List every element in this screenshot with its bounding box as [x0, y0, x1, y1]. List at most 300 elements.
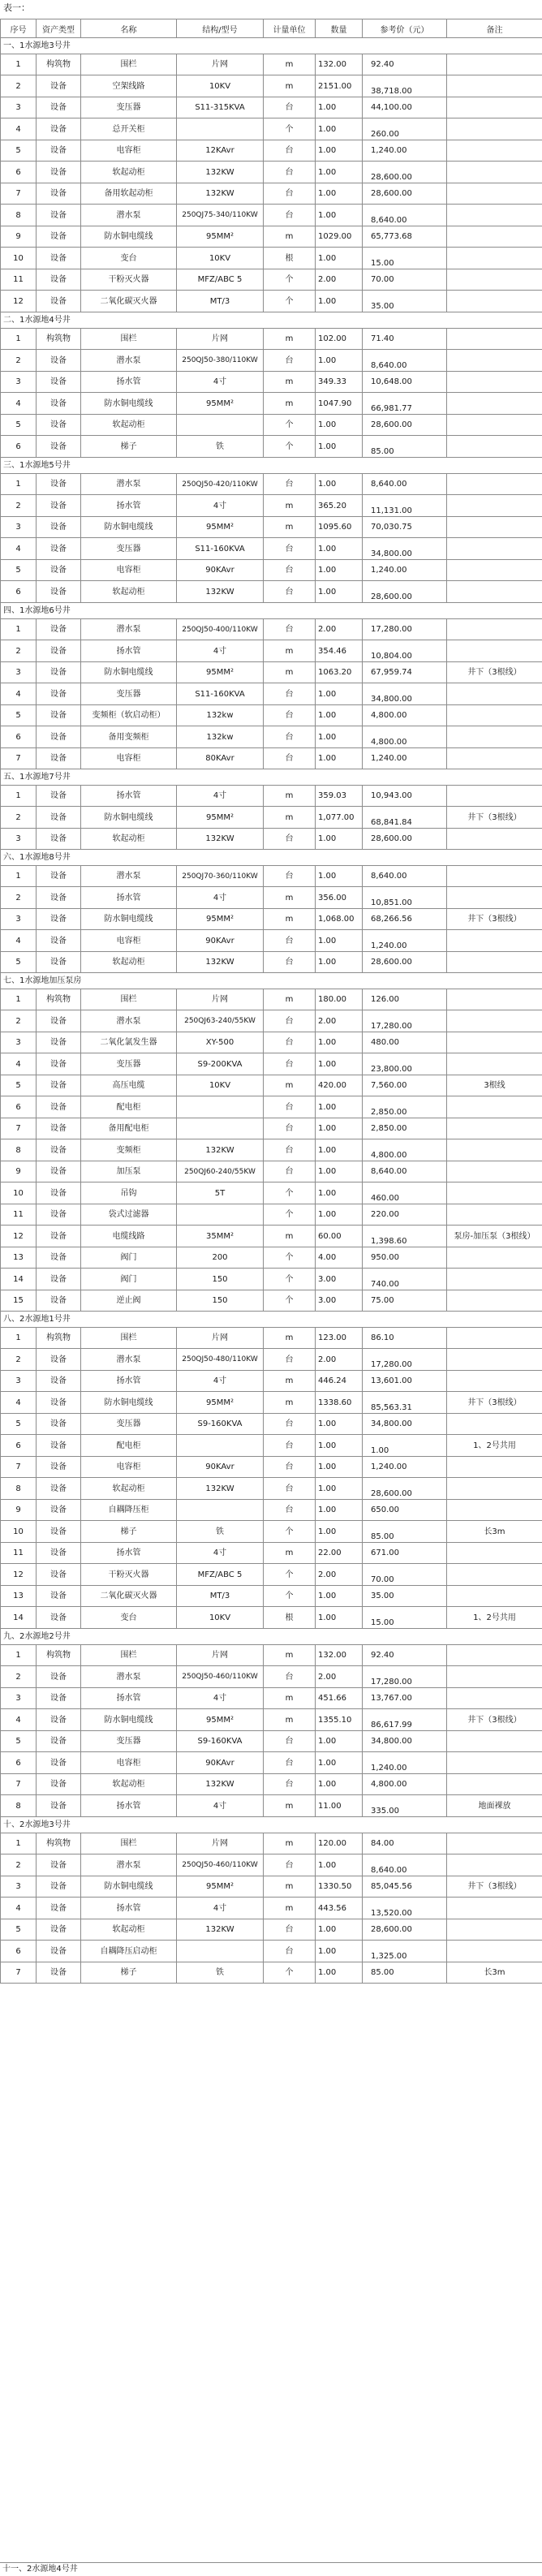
row-quantity: 1.00: [316, 1204, 363, 1226]
row-asset-type: 设备: [37, 97, 81, 118]
row-asset-type: 设备: [37, 205, 81, 226]
row-price: 8,640.00: [363, 474, 447, 495]
row-index: 8: [1, 1478, 37, 1500]
row-quantity: 1.00: [316, 748, 363, 769]
row-asset-type: 设备: [37, 952, 81, 973]
row-name: 潜水泵: [81, 205, 177, 226]
row-price: 28,600.00: [363, 952, 447, 973]
row-asset-type: 设备: [37, 1414, 81, 1435]
row-index: 11: [1, 1543, 37, 1564]
row-price: 35.00: [363, 1586, 447, 1607]
row-name: 潜水泵: [81, 1349, 177, 1371]
row-model: 片网: [177, 989, 264, 1010]
row-unit: m: [264, 54, 316, 75]
row-index: 3: [1, 1371, 37, 1392]
row-index: 5: [1, 705, 37, 726]
row-model: S9-200KVA: [177, 1053, 264, 1075]
table-row: [1, 1645, 542, 1666]
row-unit: 台: [264, 748, 316, 769]
row-quantity: 1.00: [316, 97, 363, 118]
row-quantity: 1.00: [316, 1941, 363, 1962]
row-price: 4,800.00: [363, 726, 447, 748]
row-remark: [447, 1096, 542, 1118]
row-quantity: 1063.20: [316, 662, 363, 683]
row-unit: 台: [264, 619, 316, 640]
row-name: 二氧化碳灭火器: [81, 291, 177, 312]
row-unit: m: [264, 786, 316, 807]
row-remark: [447, 930, 542, 952]
row-quantity: 1.00: [316, 1478, 363, 1500]
row-unit: 根: [264, 1607, 316, 1629]
row-quantity: 1355.10: [316, 1709, 363, 1731]
row-asset-type: 设备: [37, 1269, 81, 1290]
row-price: 1,240.00: [363, 140, 447, 162]
row-remark: [447, 474, 542, 495]
row-index: 3: [1, 662, 37, 683]
row-remark: [447, 495, 542, 517]
row-quantity: 132.00: [316, 1645, 363, 1666]
row-quantity: 1.00: [316, 1919, 363, 1941]
row-model: 90KAvr: [177, 560, 264, 581]
row-name: 潜水泵: [81, 350, 177, 372]
row-remark: [447, 329, 542, 350]
row-index: 6: [1, 162, 37, 183]
row-index: 7: [1, 748, 37, 769]
row-quantity: 1.00: [316, 1500, 363, 1521]
row-remark: [447, 619, 542, 640]
row-quantity: 1.00: [316, 162, 363, 183]
row-model: 95MM²: [177, 517, 264, 538]
row-model: 132KW: [177, 1478, 264, 1500]
row-index: 1: [1, 1328, 37, 1349]
row-index: 2: [1, 887, 37, 909]
table-caption: 表一：: [3, 2, 30, 14]
row-asset-type: 设备: [37, 517, 81, 538]
table-row: [1, 1833, 542, 1854]
row-unit: 台: [264, 205, 316, 226]
row-name: 扬水管: [81, 887, 177, 909]
table-row: [1, 1349, 542, 1371]
row-unit: 台: [264, 1666, 316, 1688]
table-row: [1, 1941, 542, 1962]
section-title-row: [1, 312, 542, 329]
row-asset-type: 设备: [37, 140, 81, 162]
row-model: 132KW: [177, 1774, 264, 1795]
row-remark: [447, 436, 542, 458]
row-index: 10: [1, 1521, 37, 1543]
row-unit: 台: [264, 1414, 316, 1435]
table-row: [1, 183, 542, 205]
row-model: 95MM²: [177, 807, 264, 829]
row-remark: [447, 75, 542, 97]
table-row: [1, 1500, 542, 1521]
row-name: 电容柜: [81, 748, 177, 769]
row-price: 68,266.56: [363, 909, 447, 930]
header-unit: 计量单位: [264, 19, 316, 38]
row-name: 围栏: [81, 329, 177, 350]
row-price: 8,640.00: [363, 1854, 447, 1876]
row-asset-type: 设备: [37, 1709, 81, 1731]
row-price: 85.00: [363, 1962, 447, 1984]
row-unit: 台: [264, 1854, 316, 1876]
row-unit: 台: [264, 726, 316, 748]
row-quantity: 1029.00: [316, 226, 363, 248]
row-model: 片网: [177, 1833, 264, 1854]
row-asset-type: 设备: [37, 291, 81, 312]
row-name: 电容柜: [81, 1457, 177, 1478]
row-price: 2,850.00: [363, 1118, 447, 1139]
row-model: 12KAvr: [177, 140, 264, 162]
table-row: [1, 350, 542, 372]
section-title-row: [1, 458, 542, 474]
row-remark: [447, 866, 542, 887]
table-row: [1, 1096, 542, 1118]
row-model: [177, 1096, 264, 1118]
row-index: 12: [1, 1564, 37, 1586]
row-name: 电容柜: [81, 1752, 177, 1774]
row-unit: 个: [264, 1204, 316, 1226]
row-asset-type: 设备: [37, 726, 81, 748]
row-quantity: 1.00: [316, 474, 363, 495]
row-unit: 台: [264, 1118, 316, 1139]
row-remark: [447, 291, 542, 312]
row-quantity: 1.00: [316, 1414, 363, 1435]
section-title: 八、2水源地1号井: [1, 1312, 542, 1328]
row-asset-type: 设备: [37, 1607, 81, 1629]
row-quantity: 349.33: [316, 372, 363, 393]
row-name: 电容柜: [81, 930, 177, 952]
row-asset-type: 设备: [37, 807, 81, 829]
row-model: MT/3: [177, 1586, 264, 1607]
row-unit: 台: [264, 162, 316, 183]
row-unit: 台: [264, 705, 316, 726]
row-quantity: 1.00: [316, 1032, 363, 1053]
row-asset-type: 设备: [37, 560, 81, 581]
row-price: 8,640.00: [363, 350, 447, 372]
table-row: [1, 748, 542, 769]
row-price: 10,851.00: [363, 887, 447, 909]
row-unit: m: [264, 1371, 316, 1392]
table-row: [1, 140, 542, 162]
row-name: 软起动柜: [81, 1478, 177, 1500]
row-asset-type: 设备: [37, 1876, 81, 1898]
table-row: [1, 1392, 542, 1414]
table-row: [1, 538, 542, 560]
row-model: 片网: [177, 54, 264, 75]
section-title: 六、1水源地8号井: [1, 850, 542, 866]
row-index: 5: [1, 1919, 37, 1941]
row-model: MFZ/ABC 5: [177, 269, 264, 291]
row-quantity: 1.00: [316, 1774, 363, 1795]
row-quantity: 359.03: [316, 786, 363, 807]
row-name: 软起动柜: [81, 952, 177, 973]
row-index: 12: [1, 291, 37, 312]
row-model: 150: [177, 1269, 264, 1290]
header-asset-type: 资产类型: [37, 19, 81, 38]
table-row: [1, 1688, 542, 1709]
row-model: 35MM²: [177, 1226, 264, 1247]
row-remark: [447, 183, 542, 205]
row-price: 75.00: [363, 1290, 447, 1312]
row-model: 10KV: [177, 1607, 264, 1629]
row-model: 95MM²: [177, 662, 264, 683]
row-asset-type: 设备: [37, 1349, 81, 1371]
row-price: 28,600.00: [363, 581, 447, 603]
row-asset-type: 设备: [37, 705, 81, 726]
row-remark: [447, 350, 542, 372]
row-model: 铁: [177, 436, 264, 458]
row-price: 2,850.00: [363, 1096, 447, 1118]
row-asset-type: 设备: [37, 1032, 81, 1053]
header-index: 序号: [1, 19, 37, 38]
row-remark: [447, 415, 542, 436]
row-model: 4寸: [177, 1688, 264, 1709]
row-index: 5: [1, 952, 37, 973]
table-row: [1, 829, 542, 850]
row-unit: 个: [264, 1290, 316, 1312]
row-index: 3: [1, 1876, 37, 1898]
table-row: [1, 909, 542, 930]
row-quantity: 1.00: [316, 1607, 363, 1629]
table-row: [1, 1607, 542, 1629]
section-title-row: [1, 1817, 542, 1833]
row-asset-type: 构筑物: [37, 1328, 81, 1349]
row-quantity: 1.00: [316, 726, 363, 748]
row-price: 10,648.00: [363, 372, 447, 393]
row-model: [177, 1204, 264, 1226]
row-index: 12: [1, 1226, 37, 1247]
row-price: 950.00: [363, 1247, 447, 1269]
row-unit: m: [264, 1392, 316, 1414]
row-name: 变压器: [81, 1731, 177, 1752]
table-row: [1, 1709, 542, 1731]
row-remark: [447, 372, 542, 393]
row-asset-type: 设备: [37, 1075, 81, 1096]
row-asset-type: 设备: [37, 248, 81, 269]
row-quantity: 1.00: [316, 350, 363, 372]
row-asset-type: 设备: [37, 1919, 81, 1941]
row-remark: [447, 97, 542, 118]
row-unit: 台: [264, 1941, 316, 1962]
row-unit: 个: [264, 1521, 316, 1543]
row-unit: 个: [264, 415, 316, 436]
row-name: 防水铜电缆线: [81, 226, 177, 248]
row-remark: [447, 1010, 542, 1032]
table-row: [1, 1032, 542, 1053]
row-price: 1.00: [363, 1435, 447, 1457]
row-asset-type: 设备: [37, 1392, 81, 1414]
row-quantity: 1.00: [316, 1731, 363, 1752]
table-row: [1, 495, 542, 517]
header-remark: 备注: [447, 19, 542, 38]
row-quantity: 1.00: [316, 1182, 363, 1204]
row-index: 6: [1, 1435, 37, 1457]
row-quantity: 22.00: [316, 1543, 363, 1564]
row-quantity: 11.00: [316, 1795, 363, 1817]
row-quantity: 1.00: [316, 952, 363, 973]
row-name: 自耦降压柜: [81, 1500, 177, 1521]
row-remark: [447, 1182, 542, 1204]
row-price: 4,800.00: [363, 1139, 447, 1161]
row-model: 250QJ60-240/55KW: [177, 1161, 264, 1182]
row-asset-type: 设备: [37, 415, 81, 436]
row-name: 围栏: [81, 1328, 177, 1349]
table-row: [1, 1666, 542, 1688]
row-index: 8: [1, 1795, 37, 1817]
row-price: 4,800.00: [363, 1774, 447, 1795]
row-quantity: 3.00: [316, 1290, 363, 1312]
row-quantity: 60.00: [316, 1226, 363, 1247]
row-price: 23,800.00: [363, 1053, 447, 1075]
row-unit: 台: [264, 1457, 316, 1478]
table-row: [1, 248, 542, 269]
table-row: [1, 1161, 542, 1182]
row-asset-type: 设备: [37, 118, 81, 140]
row-name: 扬水管: [81, 495, 177, 517]
row-unit: 台: [264, 1435, 316, 1457]
row-model: 250QJ50-400/110KW: [177, 619, 264, 640]
row-name: 备用变频柜: [81, 726, 177, 748]
row-model: 250QJ50-460/110KW: [177, 1854, 264, 1876]
row-index: 5: [1, 1414, 37, 1435]
row-remark: 3根线: [447, 1075, 542, 1096]
row-asset-type: 设备: [37, 436, 81, 458]
row-name: 防水铜电缆线: [81, 909, 177, 930]
row-index: 3: [1, 372, 37, 393]
row-name: 防水铜电缆线: [81, 1709, 177, 1731]
row-name: 围栏: [81, 1833, 177, 1854]
row-model: 95MM²: [177, 226, 264, 248]
row-unit: m: [264, 1688, 316, 1709]
row-price: 220.00: [363, 1204, 447, 1226]
row-unit: 台: [264, 866, 316, 887]
row-model: 4寸: [177, 1543, 264, 1564]
table-row: [1, 1962, 542, 1984]
row-remark: [447, 1269, 542, 1290]
row-index: 9: [1, 1500, 37, 1521]
row-unit: 个: [264, 1564, 316, 1586]
row-name: 防水铜电缆线: [81, 1876, 177, 1898]
row-index: 7: [1, 1962, 37, 1984]
row-model: 132KW: [177, 952, 264, 973]
row-index: 2: [1, 350, 37, 372]
row-price: 70.00: [363, 1564, 447, 1586]
row-name: 扬水管: [81, 1371, 177, 1392]
table-row: [1, 1328, 542, 1349]
row-index: 2: [1, 1666, 37, 1688]
row-name: 变压器: [81, 1414, 177, 1435]
row-unit: 台: [264, 1774, 316, 1795]
row-index: 13: [1, 1586, 37, 1607]
table-row: [1, 1371, 542, 1392]
row-asset-type: 设备: [37, 640, 81, 662]
row-name: 围栏: [81, 54, 177, 75]
row-model: 4寸: [177, 640, 264, 662]
row-price: 126.00: [363, 989, 447, 1010]
row-remark: [447, 118, 542, 140]
row-index: 6: [1, 436, 37, 458]
row-price: 44,100.00: [363, 97, 447, 118]
row-model: 95MM²: [177, 1876, 264, 1898]
row-unit: 台: [264, 1139, 316, 1161]
header-name: 名称: [81, 19, 177, 38]
table-row: [1, 1269, 542, 1290]
row-quantity: 2.00: [316, 269, 363, 291]
row-remark: [447, 1457, 542, 1478]
row-remark: [447, 140, 542, 162]
row-unit: m: [264, 1876, 316, 1898]
row-asset-type: 设备: [37, 909, 81, 930]
row-remark: [447, 1666, 542, 1688]
row-unit: m: [264, 329, 316, 350]
row-index: 5: [1, 1075, 37, 1096]
row-quantity: 1.00: [316, 140, 363, 162]
table-row: [1, 1204, 542, 1226]
row-asset-type: 设备: [37, 1457, 81, 1478]
row-price: 8,640.00: [363, 1161, 447, 1182]
row-model: 4寸: [177, 372, 264, 393]
row-price: 10,943.00: [363, 786, 447, 807]
row-name: 防水铜电缆线: [81, 807, 177, 829]
row-unit: 个: [264, 436, 316, 458]
row-asset-type: 设备: [37, 1182, 81, 1204]
row-model: 200: [177, 1247, 264, 1269]
row-model: 250QJ50-420/110KW: [177, 474, 264, 495]
row-quantity: 2.00: [316, 1349, 363, 1371]
row-unit: m: [264, 1543, 316, 1564]
row-price: 460.00: [363, 1182, 447, 1204]
row-name: 扬水管: [81, 1688, 177, 1709]
row-unit: m: [264, 662, 316, 683]
row-price: 13,601.00: [363, 1371, 447, 1392]
row-remark: 井下（3根线）: [447, 1876, 542, 1898]
table-row: [1, 952, 542, 973]
row-remark: [447, 786, 542, 807]
row-name: 围栏: [81, 1645, 177, 1666]
row-unit: 台: [264, 538, 316, 560]
row-price: 85.00: [363, 1521, 447, 1543]
row-remark: [447, 1941, 542, 1962]
row-price: 1,240.00: [363, 748, 447, 769]
row-unit: m: [264, 372, 316, 393]
section-title-row: [1, 973, 542, 989]
table-row: [1, 705, 542, 726]
row-unit: m: [264, 226, 316, 248]
row-price: 84.00: [363, 1833, 447, 1854]
table-row: [1, 1414, 542, 1435]
row-name: 防水铜电缆线: [81, 1392, 177, 1414]
row-name: 扬水管: [81, 1898, 177, 1919]
row-price: 671.00: [363, 1543, 447, 1564]
row-model: 95MM²: [177, 909, 264, 930]
row-unit: m: [264, 1833, 316, 1854]
row-remark: [447, 1564, 542, 1586]
row-unit: 台: [264, 97, 316, 118]
row-unit: 根: [264, 248, 316, 269]
row-name: 软起动柜: [81, 415, 177, 436]
row-asset-type: 设备: [37, 1731, 81, 1752]
section-title: 三、1水源地5号井: [1, 458, 542, 474]
row-unit: m: [264, 909, 316, 930]
row-price: 1,240.00: [363, 930, 447, 952]
row-remark: [447, 1752, 542, 1774]
row-quantity: 2.00: [316, 1564, 363, 1586]
row-model: S9-160KVA: [177, 1414, 264, 1435]
row-name: 软起动柜: [81, 1774, 177, 1795]
row-asset-type: 构筑物: [37, 329, 81, 350]
row-asset-type: 设备: [37, 1500, 81, 1521]
row-unit: 台: [264, 1161, 316, 1182]
